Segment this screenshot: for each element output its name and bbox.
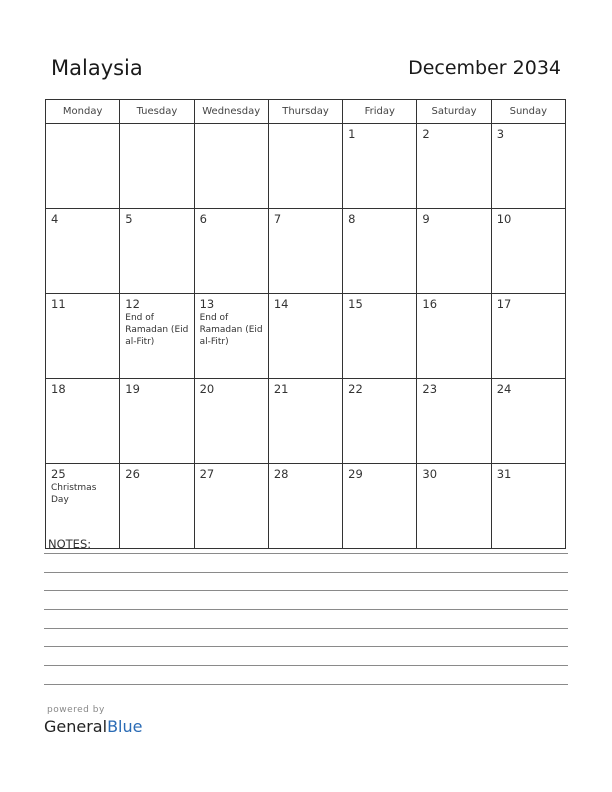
day-cell — [46, 464, 120, 549]
day-cell — [194, 124, 268, 209]
day-cell — [491, 294, 565, 379]
note-line — [44, 628, 568, 629]
brand-logo[interactable] — [44, 717, 142, 736]
day-number: 25 — [51, 467, 66, 481]
day-number: 21 — [273, 382, 289, 396]
day-cell — [268, 209, 342, 294]
day-number: 22 — [348, 382, 363, 396]
day-cell — [343, 379, 417, 464]
day-cell — [491, 464, 565, 549]
day-number: 20 — [199, 382, 215, 396]
calendar-grid — [45, 99, 566, 549]
day-number: 9 — [422, 212, 430, 226]
holiday-label: End of Ramadan (Eid al-Fitr) — [125, 313, 189, 347]
weekday-friday: Friday — [343, 100, 417, 124]
brand-blue: Blue — [107, 717, 143, 736]
note-line — [44, 553, 568, 554]
powered-by-text: powered by — [47, 705, 105, 715]
day-cell — [120, 464, 194, 549]
day-cell — [417, 464, 491, 549]
day-number: 28 — [273, 467, 289, 481]
day-cell — [194, 379, 268, 464]
day-cell — [268, 464, 342, 549]
day-number: 10 — [496, 212, 512, 226]
day-cell — [417, 209, 491, 294]
day-number: 16 — [422, 297, 438, 311]
weekday-sunday: Sunday — [491, 100, 565, 124]
day-number: 18 — [51, 382, 66, 396]
day-cell — [491, 124, 565, 209]
day-cell — [268, 379, 342, 464]
day-cell — [46, 209, 120, 294]
day-cell — [120, 379, 194, 464]
day-number: 8 — [348, 212, 356, 226]
week-row — [46, 124, 566, 209]
holiday-label: End of Ramadan (Eid al-Fitr) — [199, 313, 263, 347]
note-line — [44, 684, 568, 685]
day-cell — [491, 379, 565, 464]
day-number: 3 — [496, 127, 505, 141]
day-cell — [343, 464, 417, 549]
week-row — [46, 209, 566, 294]
day-cell — [46, 124, 120, 209]
day-cell — [343, 294, 417, 379]
note-line — [44, 665, 568, 666]
day-cell — [343, 124, 417, 209]
day-number: 2 — [422, 127, 430, 141]
day-cell — [343, 209, 417, 294]
day-number: 6 — [199, 212, 207, 226]
weekday-header-row — [46, 100, 566, 124]
day-number: 19 — [125, 382, 140, 396]
weekday-tuesday: Tuesday — [120, 100, 194, 124]
note-line — [44, 590, 568, 591]
day-cell — [268, 124, 342, 209]
day-number: 1 — [348, 127, 356, 141]
day-cell — [491, 209, 565, 294]
day-number: 17 — [496, 297, 512, 311]
day-number: 29 — [348, 467, 363, 481]
notes-label: NOTES: — [48, 537, 92, 551]
day-cell — [194, 294, 268, 379]
day-number: 11 — [51, 297, 66, 311]
day-number: 23 — [422, 382, 438, 396]
day-cell — [46, 294, 120, 379]
weekday-wednesday: Wednesday — [194, 100, 268, 124]
note-line — [44, 646, 568, 647]
holiday-label: Christmas Day — [51, 483, 97, 505]
day-number: 12 — [125, 297, 140, 311]
day-number: 30 — [422, 467, 438, 481]
day-number: 5 — [125, 212, 133, 226]
day-cell — [268, 294, 342, 379]
day-number: 7 — [273, 212, 282, 226]
day-number: 31 — [496, 467, 512, 481]
week-row — [46, 464, 566, 549]
day-number: 13 — [199, 297, 215, 311]
day-cell — [46, 379, 120, 464]
day-number: 27 — [199, 467, 215, 481]
weekday-thursday: Thursday — [268, 100, 342, 124]
day-number: 15 — [348, 297, 363, 311]
day-cell — [120, 124, 194, 209]
day-cell — [417, 124, 491, 209]
country-title: Malaysia — [51, 56, 143, 80]
day-cell — [417, 294, 491, 379]
day-cell — [417, 379, 491, 464]
weekday-monday: Monday — [46, 100, 120, 124]
week-row — [46, 294, 566, 379]
day-number: 14 — [273, 297, 289, 311]
day-cell — [120, 294, 194, 379]
brand-general: General — [44, 717, 108, 736]
day-cell — [194, 209, 268, 294]
day-cell — [120, 209, 194, 294]
week-row — [46, 379, 566, 464]
day-number: 26 — [125, 467, 140, 481]
day-cell — [194, 464, 268, 549]
month-title: December 2034 — [408, 57, 561, 79]
note-line — [44, 572, 568, 573]
day-number: 24 — [496, 382, 512, 396]
day-number: 4 — [51, 212, 59, 226]
note-line — [44, 609, 568, 610]
weekday-saturday: Saturday — [417, 100, 491, 124]
